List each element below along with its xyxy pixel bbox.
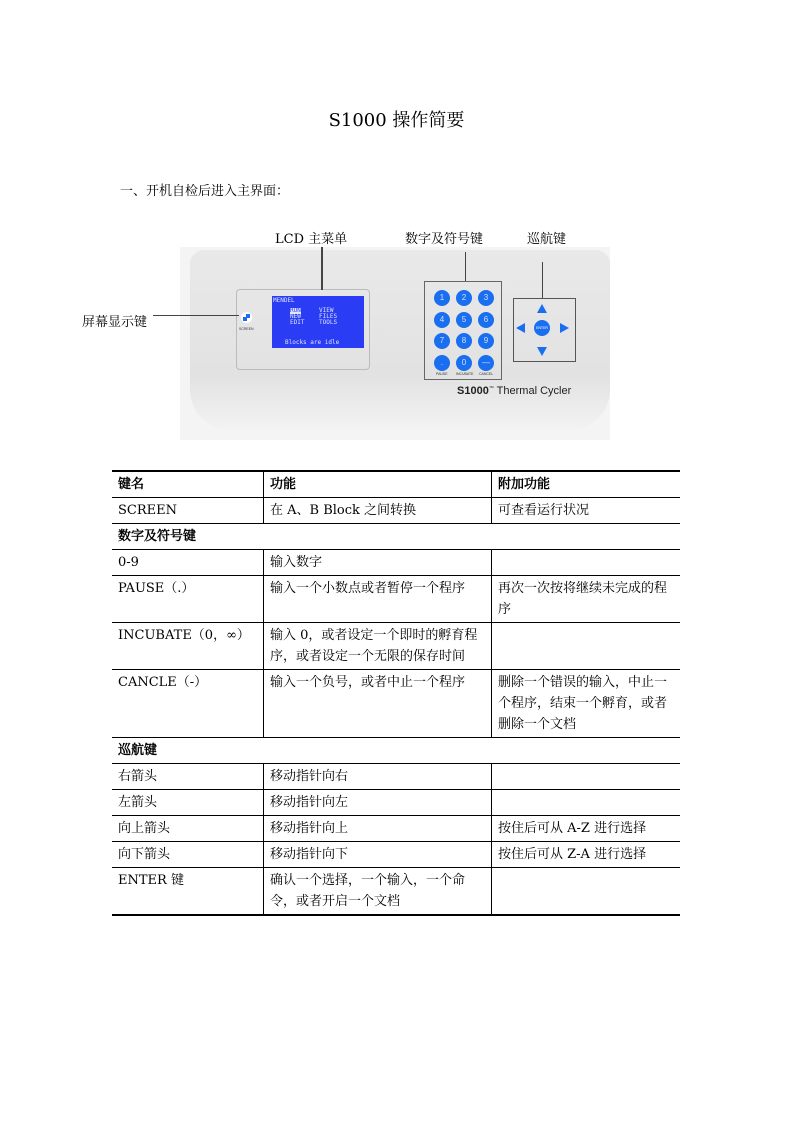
extra-function-cell (492, 868, 681, 916)
key-1[interactable]: 1 (434, 290, 450, 306)
lcd-menu-files: FILES (319, 313, 338, 320)
function-cell: 输入一个小数点或者暂停一个程序 (264, 576, 492, 623)
page-title: S1000 操作简要 (328, 110, 465, 131)
incubate-label: INCUBATE (456, 372, 474, 376)
key-name-cell: PAUSE（.） (112, 576, 264, 623)
key-name-cell: 右箭头 (112, 764, 264, 790)
table-header (112, 471, 680, 498)
brand-logo (457, 385, 571, 397)
extra-function-cell (492, 790, 681, 816)
function-cell: 移动指针向右 (264, 764, 492, 790)
screen-button-label: SCREEN (239, 327, 254, 331)
callout-line (153, 315, 239, 316)
function-cell: 移动指针向左 (264, 790, 492, 816)
key-name-cell: ENTER 键 (112, 868, 264, 916)
key-8[interactable]: 8 (456, 333, 472, 349)
lcd-screen (272, 296, 364, 348)
key-5[interactable]: 5 (456, 312, 472, 328)
key-name-cell: INCUBATE（0，∞） (112, 623, 264, 670)
table-row (112, 816, 680, 842)
table-row (112, 670, 680, 738)
table-row (112, 550, 680, 576)
lcd-status: Blocks are idle (285, 339, 340, 346)
key-name-cell: 向下箭头 (112, 842, 264, 868)
key-name-cell: CANCLE（-） (112, 670, 264, 738)
function-cell: 在 A、B Block 之间转换 (264, 498, 492, 524)
key-3[interactable]: 3 (478, 290, 494, 306)
key-incubate[interactable]: 0 (456, 355, 472, 371)
table-row (112, 868, 680, 916)
table-row (112, 790, 680, 816)
section-label: 数字及符号键 (112, 524, 680, 550)
table-section-row (112, 524, 680, 550)
extra-function-cell (492, 764, 681, 790)
label-screen-key: 屏幕显示键 (82, 315, 148, 330)
key-pause[interactable]: . (434, 355, 450, 371)
key-name-cell: 左箭头 (112, 790, 264, 816)
table-row (112, 623, 680, 670)
extra-function-cell: 按住后可从 A-Z 进行选择 (492, 816, 681, 842)
callout-line (542, 262, 543, 298)
function-cell: 输入 0，或者设定一个即时的孵育程序，或者设定一个无限的保存时间 (264, 623, 492, 670)
extra-function-cell (492, 550, 681, 576)
callout-line (321, 247, 323, 290)
header-function: 功能 (264, 471, 492, 498)
extra-function-cell: 再次一次按将继续未完成的程序 (492, 576, 681, 623)
key-4[interactable]: 4 (434, 312, 450, 328)
key-cancel[interactable]: — (478, 355, 494, 371)
key-7[interactable]: 7 (434, 333, 450, 349)
arrow-down-icon[interactable] (537, 347, 547, 356)
lcd-menu-view: VIEW (319, 307, 334, 314)
pause-label: PAUSE (436, 372, 448, 376)
key-9[interactable]: 9 (478, 333, 494, 349)
lcd-menu-new: NEW (290, 313, 301, 320)
lcd-title: MENDEL (273, 297, 295, 304)
arrow-left-icon[interactable] (516, 323, 525, 333)
function-cell: 移动指针向上 (264, 816, 492, 842)
extra-function-cell (492, 623, 681, 670)
key-function-table (112, 470, 680, 916)
enter-key[interactable]: ENTER (534, 320, 550, 336)
key-6[interactable]: 6 (478, 312, 494, 328)
key-name-cell: 0-9 (112, 550, 264, 576)
function-cell: 确认一个选择，一个输入，一个命令，或者开启一个文档 (264, 868, 492, 916)
table-section-row (112, 738, 680, 764)
header-extra-function: 附加功能 (492, 471, 681, 498)
lcd-menu-edit: EDIT (290, 319, 305, 326)
section-label: 巡航键 (112, 738, 680, 764)
table-row (112, 576, 680, 623)
function-cell: 移动指针向下 (264, 842, 492, 868)
table-row (112, 764, 680, 790)
callout-line (465, 252, 466, 281)
screen-button[interactable] (241, 312, 252, 323)
key-name-cell: SCREEN (112, 498, 264, 524)
brand-model: S1000 (457, 385, 489, 397)
arrow-up-icon[interactable] (537, 304, 547, 313)
brand-tm: ™ (488, 385, 494, 392)
lcd-menu-run: RUN (290, 307, 301, 314)
table-row (112, 498, 680, 524)
table-row (112, 842, 680, 868)
extra-function-cell: 可查看运行状况 (492, 498, 681, 524)
key-name-cell: 向上箭头 (112, 816, 264, 842)
label-nav-keys: 巡航键 (527, 232, 567, 247)
key-2[interactable]: 2 (456, 290, 472, 306)
header-key-name: 键名 (112, 471, 264, 498)
extra-function-cell: 按住后可从 Z-A 进行选择 (492, 842, 681, 868)
label-numeric-keys: 数字及符号键 (405, 232, 484, 247)
function-cell: 输入数字 (264, 550, 492, 576)
brand-name: Thermal Cycler (493, 385, 572, 397)
extra-function-cell: 删除一个错误的输入，中止一个程序，结束一个孵育，或者删除一个文档 (492, 670, 681, 738)
lcd-menu-tools: TOOLS (319, 319, 338, 326)
cancel-label: CANCEL (479, 372, 494, 376)
label-lcd-menu: LCD 主菜单 (275, 232, 348, 247)
function-cell: 输入一个负号，或者中止一个程序 (264, 670, 492, 738)
arrow-right-icon[interactable] (560, 323, 569, 333)
section-heading: 一、开机自检后进入主界面： (120, 184, 290, 199)
